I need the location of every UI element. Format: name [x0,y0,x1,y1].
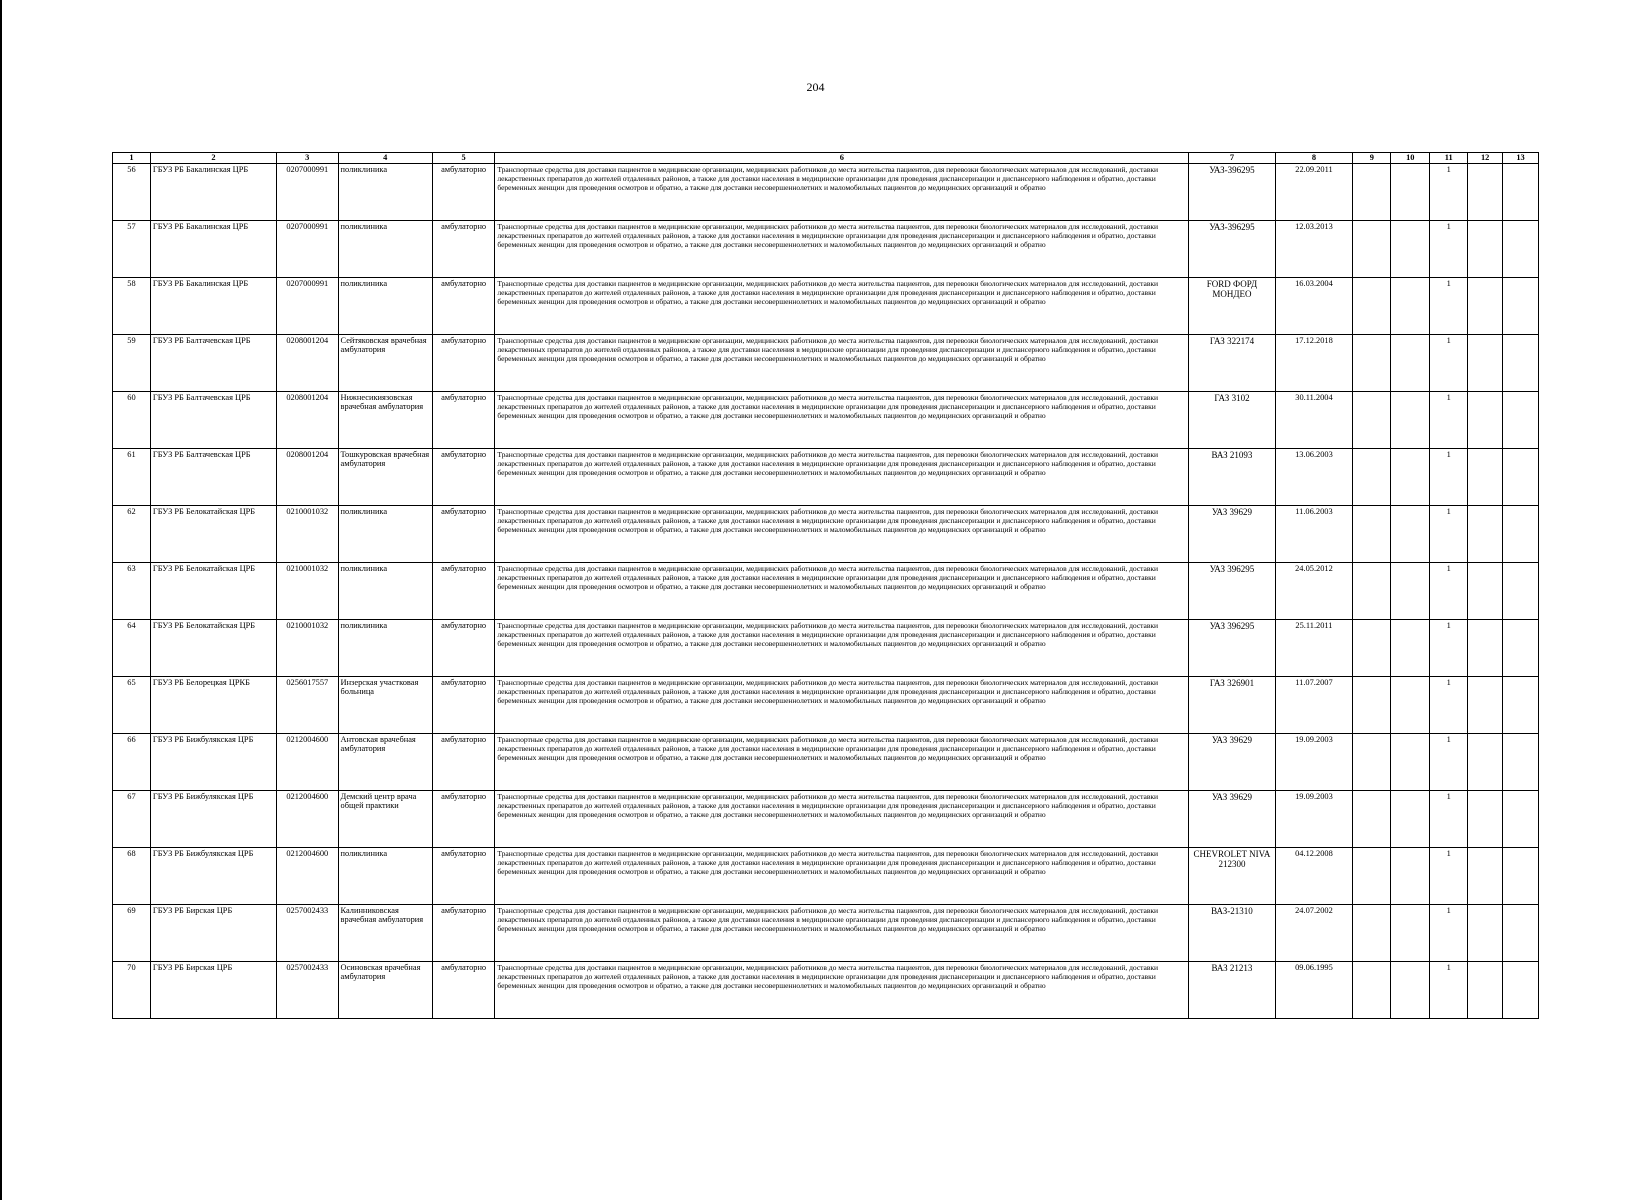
col-9-value [1353,278,1391,335]
col-13-value [1503,620,1539,677]
registration-date: 04.12.2008 [1275,848,1353,905]
vehicle-purpose-description: Транспортные средства для доставки пациентов в медицинские организации, медицинских работников до места жительства пациентов, для перевозки биологических материалов для исследований, доставки лекарственных препаратов до жителей отдаленных районов, а также для доставки населения в медицинские организации для проведения диспансеризации и диспансерного наблюдения и обратно, доставки беременных женщин для проведения осмотров и обратно, а также для доставки несовершеннолетних и маломобильных пациентов до медицинских организаций и обратно [495,449,1189,506]
row-number: 59 [113,335,151,392]
organization-code: 0256017557 [277,677,339,734]
vehicle-purpose-description: Транспортные средства для доставки пациентов в медицинские организации, медицинских работников до места жительства пациентов, для перевозки биологических материалов для исследований, доставки лекарственных препаратов до жителей отдаленных районов, а также для доставки населения в медицинские организации для проведения диспансеризации и диспансерного наблюдения и обратно, доставки беременных женщин для проведения осмотров и обратно, а также для доставки несовершеннолетних и маломобильных пациентов до медицинских организаций и обратно [495,905,1189,962]
registration-date: 22.09.2011 [1275,164,1353,221]
organization-name: ГБУЗ РБ Бижбулякская ЦРБ [150,848,276,905]
table-row [113,506,1539,563]
row-number: 60 [113,392,151,449]
organization-code: 0257002433 [277,905,339,962]
row-number: 67 [113,791,151,848]
care-mode: амбулаторно [432,563,495,620]
col-9-value [1353,677,1391,734]
organization-name: ГБУЗ РБ Бирская ЦРБ [150,962,276,1019]
vehicle-purpose-description: Транспортные средства для доставки пациентов в медицинские организации, медицинских работников до места жительства пациентов, для перевозки биологических материалов для исследований, доставки лекарственных препаратов до жителей отдаленных районов, а также для доставки населения в медицинские организации для проведения диспансеризации и диспансерного наблюдения и обратно, доставки беременных женщин для проведения осмотров и обратно, а также для доставки несовершеннолетних и маломобильных пациентов до медицинских организаций и обратно [495,221,1189,278]
row-number: 57 [113,221,151,278]
vehicle-model: ГАЗ 3102 [1189,392,1275,449]
table-row [113,392,1539,449]
vehicle-purpose-description: Транспортные средства для доставки пациентов в медицинские организации, медицинских работников до места жительства пациентов, для перевозки биологических материалов для исследований, доставки лекарственных препаратов до жителей отдаленных районов, а также для доставки населения в медицинские организации для проведения диспансеризации и диспансерного наблюдения и обратно, доставки беременных женщин для проведения осмотров и обратно, а также для доставки несовершеннолетних и маломобильных пациентов до медицинских организаций и обратно [495,734,1189,791]
col-12-value [1468,335,1503,392]
col-12-value [1468,563,1503,620]
col-11-value: 1 [1430,905,1468,962]
organization-name: ГБУЗ РБ Белокатайская ЦРБ [150,620,276,677]
vehicle-model: ВАЗ 21093 [1189,449,1275,506]
vehicle-purpose-description: Транспортные средства для доставки пациентов в медицинские организации, медицинских работников до места жительства пациентов, для перевозки биологических материалов для исследований, доставки лекарственных препаратов до жителей отдаленных районов, а также для доставки населения в медицинские организации для проведения диспансеризации и диспансерного наблюдения и обратно, доставки беременных женщин для проведения осмотров и обратно, а также для доставки несовершеннолетних и маломобильных пациентов до медицинских организаций и обратно [495,335,1189,392]
care-mode: амбулаторно [432,962,495,1019]
col-11-value: 1 [1430,506,1468,563]
col-12-value [1468,905,1503,962]
registration-date: 11.07.2007 [1275,677,1353,734]
col-11-value: 1 [1430,449,1468,506]
col-10-value [1391,506,1430,563]
col-10-value [1391,734,1430,791]
organization-code: 0207000991 [277,164,339,221]
col-9-value [1353,221,1391,278]
col-9-value [1353,449,1391,506]
vehicle-model: УАЗ 396295 [1189,563,1275,620]
col-9-value [1353,791,1391,848]
vehicle-model: УАЗ 396295 [1189,620,1275,677]
care-mode: амбулаторно [432,791,495,848]
vehicle-model: УАЗ 39629 [1189,734,1275,791]
vehicle-purpose-description: Транспортные средства для доставки пациентов в медицинские организации, медицинских работников до места жительства пациентов, для перевозки биологических материалов для исследований, доставки лекарственных препаратов до жителей отдаленных районов, а также для доставки населения в медицинские организации для проведения диспансеризации и диспансерного наблюдения и обратно, доставки беременных женщин для проведения осмотров и обратно, а также для доставки несовершеннолетних и маломобильных пациентов до медицинских организаций и обратно [495,563,1189,620]
col-10-value [1391,278,1430,335]
organization-code: 0207000991 [277,221,339,278]
care-mode: амбулаторно [432,392,495,449]
col-11-value: 1 [1430,962,1468,1019]
organization-name: ГБУЗ РБ Балтачевская ЦРБ [150,335,276,392]
row-number: 70 [113,962,151,1019]
col-10-value [1391,848,1430,905]
registration-date: 12.03.2013 [1275,221,1353,278]
organization-code: 0212004600 [277,791,339,848]
vehicle-model: FORD ФОРД МОНДЕО [1189,278,1275,335]
col-12-value [1468,962,1503,1019]
subdivision-name: Нижнесикиязовская врачебная амбулатория [338,392,432,449]
col-11-value: 1 [1430,791,1468,848]
vehicle-purpose-description: Транспортные средства для доставки пациентов в медицинские организации, медицинских работников до места жительства пациентов, для перевозки биологических материалов для исследований, доставки лекарственных препаратов до жителей отдаленных районов, а также для доставки населения в медицинские организации для проведения диспансеризации и диспансерного наблюдения и обратно, доставки беременных женщин для проведения осмотров и обратно, а также для доставки несовершеннолетних и маломобильных пациентов до медицинских организаций и обратно [495,791,1189,848]
organization-name: ГБУЗ РБ Бакалинская ЦРБ [150,278,276,335]
col-11-value: 1 [1430,335,1468,392]
col-9-value [1353,335,1391,392]
col-12-value [1468,164,1503,221]
care-mode: амбулаторно [432,620,495,677]
registration-date: 11.06.2003 [1275,506,1353,563]
column-header-11: 11 [1430,153,1468,164]
col-13-value [1503,848,1539,905]
col-13-value [1503,563,1539,620]
vehicle-purpose-description: Транспортные средства для доставки пациентов в медицинские организации, медицинских работников до места жительства пациентов, для перевозки биологических материалов для исследований, доставки лекарственных препаратов до жителей отдаленных районов, а также для доставки населения в медицинские организации для проведения диспансеризации и диспансерного наблюдения и обратно, доставки беременных женщин для проведения осмотров и обратно, а также для доставки несовершеннолетних и маломобильных пациентов до медицинских организаций и обратно [495,392,1189,449]
col-11-value: 1 [1430,164,1468,221]
organization-code: 0210001032 [277,563,339,620]
organization-name: ГБУЗ РБ Белорецкая ЦРКБ [150,677,276,734]
vehicle-model: УАЗ 39629 [1189,791,1275,848]
vehicle-register-table [112,152,1539,1019]
organization-name: ГБУЗ РБ Бижбулякская ЦРБ [150,791,276,848]
column-number-header-row [113,153,1539,164]
care-mode: амбулаторно [432,677,495,734]
col-11-value: 1 [1430,392,1468,449]
col-12-value [1468,392,1503,449]
row-number: 62 [113,506,151,563]
col-10-value [1391,620,1430,677]
col-12-value [1468,278,1503,335]
row-number: 69 [113,905,151,962]
page-number: 204 [806,80,825,94]
col-9-value [1353,392,1391,449]
registration-date: 24.05.2012 [1275,563,1353,620]
registration-date: 25.11.2011 [1275,620,1353,677]
row-number: 63 [113,563,151,620]
organization-code: 0212004600 [277,848,339,905]
col-13-value [1503,791,1539,848]
col-12-value [1468,791,1503,848]
organization-name: ГБУЗ РБ Балтачевская ЦРБ [150,449,276,506]
column-header-13: 13 [1503,153,1539,164]
care-mode: амбулаторно [432,278,495,335]
organization-code: 0207000991 [277,278,339,335]
organization-name: ГБУЗ РБ Бирская ЦРБ [150,905,276,962]
vehicle-model: ГАЗ 326901 [1189,677,1275,734]
subdivision-name: Калинниковская врачебная амбулатория [338,905,432,962]
col-10-value [1391,563,1430,620]
organization-name: ГБУЗ РБ Бакалинская ЦРБ [150,164,276,221]
organization-name: ГБУЗ РБ Белокатайская ЦРБ [150,563,276,620]
row-number: 64 [113,620,151,677]
registration-date: 19.09.2003 [1275,734,1353,791]
col-11-value: 1 [1430,620,1468,677]
registration-date: 16.03.2004 [1275,278,1353,335]
vehicle-purpose-description: Транспортные средства для доставки пациентов в медицинские организации, медицинских работников до места жительства пациентов, для перевозки биологических материалов для исследований, доставки лекарственных препаратов до жителей отдаленных районов, а также для доставки населения в медицинские организации для проведения диспансеризации и диспансерного наблюдения и обратно, доставки беременных женщин для проведения осмотров и обратно, а также для доставки несовершеннолетних и маломобильных пациентов до медицинских организаций и обратно [495,962,1189,1019]
vehicle-model: УАЗ-396295 [1189,221,1275,278]
col-12-value [1468,506,1503,563]
column-header-1: 1 [113,153,151,164]
care-mode: амбулаторно [432,506,495,563]
col-13-value [1503,221,1539,278]
vehicle-model: УАЗ 39629 [1189,506,1275,563]
col-13-value [1503,905,1539,962]
organization-name: ГБУЗ РБ Бижбулякская ЦРБ [150,734,276,791]
column-header-6: 6 [495,153,1189,164]
vehicle-purpose-description: Транспортные средства для доставки пациентов в медицинские организации, медицинских работников до места жительства пациентов, для перевозки биологических материалов для исследований, доставки лекарственных препаратов до жителей отдаленных районов, а также для доставки населения в медицинские организации для проведения диспансеризации и диспансерного наблюдения и обратно, доставки беременных женщин для проведения осмотров и обратно, а также для доставки несовершеннолетних и маломобильных пациентов до медицинских организаций и обратно [495,677,1189,734]
col-10-value [1391,791,1430,848]
organization-name: ГБУЗ РБ Бакалинская ЦРБ [150,221,276,278]
organization-code: 0210001032 [277,506,339,563]
registration-date: 24.07.2002 [1275,905,1353,962]
vehicle-model: ГАЗ 322174 [1189,335,1275,392]
subdivision-name: Демский центр врача общей практики [338,791,432,848]
col-10-value [1391,449,1430,506]
col-11-value: 1 [1430,278,1468,335]
col-12-value [1468,734,1503,791]
column-header-8: 8 [1275,153,1353,164]
vehicle-model: УАЗ-396295 [1189,164,1275,221]
table-row [113,905,1539,962]
column-header-4: 4 [338,153,432,164]
vehicle-purpose-description: Транспортные средства для доставки пациентов в медицинские организации, медицинских работников до места жительства пациентов, для перевозки биологических материалов для исследований, доставки лекарственных препаратов до жителей отдаленных районов, а также для доставки населения в медицинские организации для проведения диспансеризации и диспансерного наблюдения и обратно, доставки беременных женщин для проведения осмотров и обратно, а также для доставки несовершеннолетних и маломобильных пациентов до медицинских организаций и обратно [495,164,1189,221]
table-row [113,734,1539,791]
registration-date: 19.09.2003 [1275,791,1353,848]
subdivision-name: поликлиника [338,848,432,905]
table-row [113,335,1539,392]
subdivision-name: поликлиника [338,620,432,677]
organization-code: 0210001032 [277,620,339,677]
column-header-2: 2 [150,153,276,164]
column-header-9: 9 [1353,153,1391,164]
registration-date: 30.11.2004 [1275,392,1353,449]
col-9-value [1353,506,1391,563]
care-mode: амбулаторно [432,335,495,392]
organization-name: ГБУЗ РБ Белокатайская ЦРБ [150,506,276,563]
care-mode: амбулаторно [432,905,495,962]
row-number: 56 [113,164,151,221]
col-13-value [1503,335,1539,392]
table-row [113,791,1539,848]
care-mode: амбулаторно [432,734,495,791]
registration-date: 17.12.2018 [1275,335,1353,392]
col-11-value: 1 [1430,677,1468,734]
column-header-12: 12 [1468,153,1503,164]
subdivision-name: Тошкуровская врачебная амбулатория [338,449,432,506]
col-9-value [1353,962,1391,1019]
col-10-value [1391,392,1430,449]
organization-code: 0208001204 [277,449,339,506]
organization-name: ГБУЗ РБ Балтачевская ЦРБ [150,392,276,449]
table-row [113,677,1539,734]
col-10-value [1391,962,1430,1019]
subdivision-name: Инзерская участковая больница [338,677,432,734]
col-10-value [1391,335,1430,392]
care-mode: амбулаторно [432,449,495,506]
subdivision-name: поликлиника [338,563,432,620]
subdivision-name: поликлиника [338,278,432,335]
table-row [113,962,1539,1019]
subdivision-name: поликлиника [338,164,432,221]
page-edge-line [0,0,2,1200]
registration-date: 13.06.2003 [1275,449,1353,506]
col-13-value [1503,164,1539,221]
col-12-value [1468,449,1503,506]
vehicle-model: CHEVROLET NIVA 212300 [1189,848,1275,905]
col-12-value [1468,221,1503,278]
col-11-value: 1 [1430,221,1468,278]
vehicle-purpose-description: Транспортные средства для доставки пациентов в медицинские организации, медицинских работников до места жительства пациентов, для перевозки биологических материалов для исследований, доставки лекарственных препаратов до жителей отдаленных районов, а также для доставки населения в медицинские организации для проведения диспансеризации и диспансерного наблюдения и обратно, доставки беременных женщин для проведения осмотров и обратно, а также для доставки несовершеннолетних и маломобильных пациентов до медицинских организаций и обратно [495,506,1189,563]
col-10-value [1391,905,1430,962]
vehicle-purpose-description: Транспортные средства для доставки пациентов в медицинские организации, медицинских работников до места жительства пациентов, для перевозки биологических материалов для исследований, доставки лекарственных препаратов до жителей отдаленных районов, а также для доставки населения в медицинские организации для проведения диспансеризации и диспансерного наблюдения и обратно, доставки беременных женщин для проведения осмотров и обратно, а также для доставки несовершеннолетних и маломобильных пациентов до медицинских организаций и обратно [495,620,1189,677]
col-12-value [1468,620,1503,677]
organization-code: 0208001204 [277,392,339,449]
col-12-value [1468,848,1503,905]
col-12-value [1468,677,1503,734]
col-9-value [1353,734,1391,791]
table-row [113,563,1539,620]
col-10-value [1391,677,1430,734]
col-13-value [1503,962,1539,1019]
column-header-3: 3 [277,153,339,164]
vehicle-purpose-description: Транспортные средства для доставки пациентов в медицинские организации, медицинских работников до места жительства пациентов, для перевозки биологических материалов для исследований, доставки лекарственных препаратов до жителей отдаленных районов, а также для доставки населения в медицинские организации для проведения диспансеризации и диспансерного наблюдения и обратно, доставки беременных женщин для проведения осмотров и обратно, а также для доставки несовершеннолетних и маломобильных пациентов до медицинских организаций и обратно [495,848,1189,905]
col-9-value [1353,848,1391,905]
col-13-value [1503,278,1539,335]
col-9-value [1353,563,1391,620]
column-header-10: 10 [1391,153,1430,164]
col-11-value: 1 [1430,563,1468,620]
organization-code: 0212004600 [277,734,339,791]
col-9-value [1353,620,1391,677]
col-11-value: 1 [1430,734,1468,791]
care-mode: амбулаторно [432,848,495,905]
column-header-5: 5 [432,153,495,164]
vehicle-model: ВАЗ 21213 [1189,962,1275,1019]
subdivision-name: Антовская врачебная амбулатория [338,734,432,791]
care-mode: амбулаторно [432,221,495,278]
vehicle-purpose-description: Транспортные средства для доставки пациентов в медицинские организации, медицинских работников до места жительства пациентов, для перевозки биологических материалов для исследований, доставки лекарственных препаратов до жителей отдаленных районов, а также для доставки населения в медицинские организации для проведения диспансеризации и диспансерного наблюдения и обратно, доставки беременных женщин для проведения осмотров и обратно, а также для доставки несовершеннолетних и маломобильных пациентов до медицинских организаций и обратно [495,278,1189,335]
row-number: 66 [113,734,151,791]
vehicle-model: ВАЗ-21310 [1189,905,1275,962]
subdivision-name: поликлиника [338,506,432,563]
col-9-value [1353,164,1391,221]
col-10-value [1391,164,1430,221]
row-number: 58 [113,278,151,335]
table-row [113,620,1539,677]
table-row [113,449,1539,506]
row-number: 68 [113,848,151,905]
col-13-value [1503,677,1539,734]
organization-code: 0208001204 [277,335,339,392]
col-11-value: 1 [1430,848,1468,905]
col-10-value [1391,221,1430,278]
col-13-value [1503,449,1539,506]
organization-code: 0257002433 [277,962,339,1019]
row-number: 61 [113,449,151,506]
registration-date: 09.06.1995 [1275,962,1353,1019]
col-13-value [1503,506,1539,563]
row-number: 65 [113,677,151,734]
col-13-value [1503,734,1539,791]
table-row [113,221,1539,278]
column-header-7: 7 [1189,153,1275,164]
col-9-value [1353,905,1391,962]
table-row [113,278,1539,335]
care-mode: амбулаторно [432,164,495,221]
table-row [113,848,1539,905]
subdivision-name: Осиновская врачебная амбулатория [338,962,432,1019]
subdivision-name: Сейтяковская врачебная амбулатория [338,335,432,392]
table-row [113,164,1539,221]
subdivision-name: поликлиника [338,221,432,278]
col-13-value [1503,392,1539,449]
